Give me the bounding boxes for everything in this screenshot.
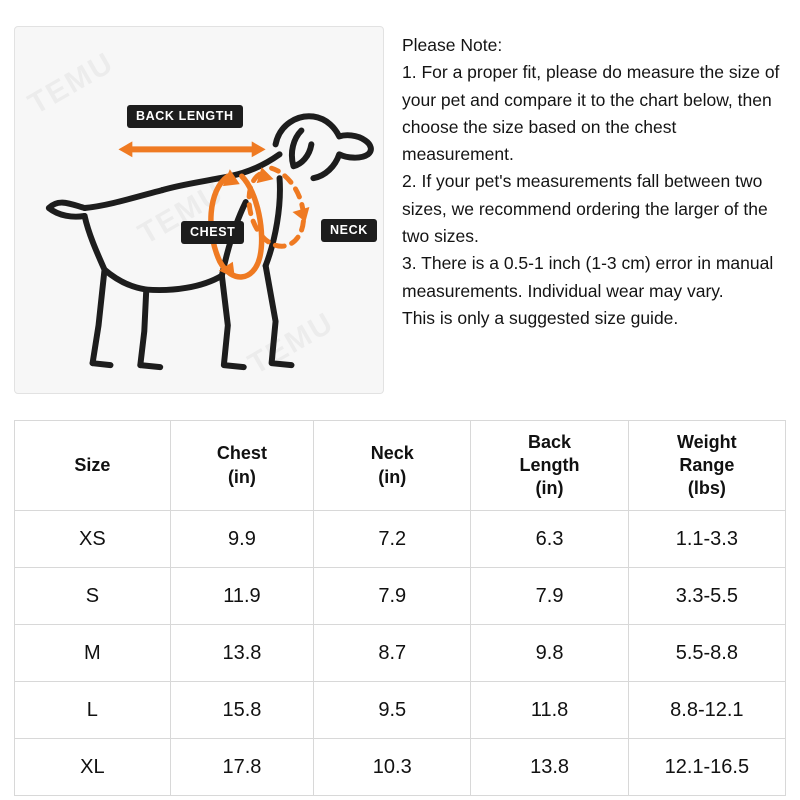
header-line: (in)	[378, 466, 407, 487]
cell-chest: 17.8	[170, 739, 313, 796]
table-row	[15, 568, 786, 625]
cell-weight: 12.1-16.5	[628, 739, 785, 796]
header-line: Chest	[216, 443, 267, 464]
cell-neck: 7.9	[314, 568, 471, 625]
top-section	[0, 0, 800, 394]
cell-weight: 8.8-12.1	[628, 682, 785, 739]
header-line: Neck	[370, 443, 414, 464]
back-length-label: BACK LENGTH	[127, 105, 243, 128]
cell-chest: 11.9	[170, 568, 313, 625]
cell-neck: 8.7	[314, 625, 471, 682]
cell-weight: 5.5-8.8	[628, 625, 785, 682]
cell-neck: 10.3	[314, 739, 471, 796]
size-chart-table	[14, 420, 786, 796]
column-header-neck	[314, 421, 471, 511]
cell-neck: 9.5	[314, 682, 471, 739]
table-row	[15, 739, 786, 796]
cell-size: M	[15, 625, 171, 682]
cell-size: XS	[15, 511, 171, 568]
cell-back: 6.3	[471, 511, 628, 568]
cell-back: 11.8	[471, 682, 628, 739]
note-line-2: 2. If your pet's measurements fall between two sizes, we recommend ordering the larger of the two sizes.	[402, 171, 768, 247]
cell-size: S	[15, 568, 171, 625]
header-line: Back	[528, 431, 572, 452]
cell-neck: 7.2	[314, 511, 471, 568]
header-line: (in)	[227, 466, 256, 487]
pet-measurement-diagram	[14, 26, 384, 394]
dog-outline-illustration	[15, 27, 383, 393]
header-line: Size	[74, 454, 111, 475]
please-note-section	[402, 26, 786, 394]
header-line: Range	[679, 454, 735, 475]
cell-back: 9.8	[471, 625, 628, 682]
notes-heading: Please Note:	[402, 35, 503, 55]
note-line-4: This is only a suggested size guide.	[402, 307, 679, 328]
cell-back: 13.8	[471, 739, 628, 796]
header-line: (in)	[535, 478, 564, 499]
table-header-row	[15, 421, 786, 511]
cell-weight: 1.1-3.3	[628, 511, 785, 568]
chest-label: CHEST	[181, 221, 244, 244]
column-header-back-length	[471, 421, 628, 511]
table-row	[15, 625, 786, 682]
table-row	[15, 511, 786, 568]
cell-chest: 13.8	[170, 625, 313, 682]
header-line: Weight	[677, 431, 737, 452]
table-row	[15, 682, 786, 739]
column-header-chest	[170, 421, 313, 511]
header-line: (lbs)	[687, 478, 726, 499]
size-chart-table-wrapper	[14, 420, 786, 796]
neck-label: NECK	[321, 219, 377, 242]
cell-weight: 3.3-5.5	[628, 568, 785, 625]
column-header-size	[15, 421, 171, 511]
cell-size: L	[15, 682, 171, 739]
cell-size: XL	[15, 739, 171, 796]
cell-back: 7.9	[471, 568, 628, 625]
cell-chest: 15.8	[170, 682, 313, 739]
header-line: Length	[519, 454, 580, 475]
column-header-weight-range	[628, 421, 785, 511]
note-line-1: 1. For a proper fit, please do measure the size of your pet and compare it to the chart below, then choose the size based on the chest measurement.	[402, 62, 780, 165]
note-line-3: 3. There is a 0.5-1 inch (1-3 cm) error in manual measurements. Individual wear may vary.	[402, 253, 774, 301]
cell-chest: 9.9	[170, 511, 313, 568]
